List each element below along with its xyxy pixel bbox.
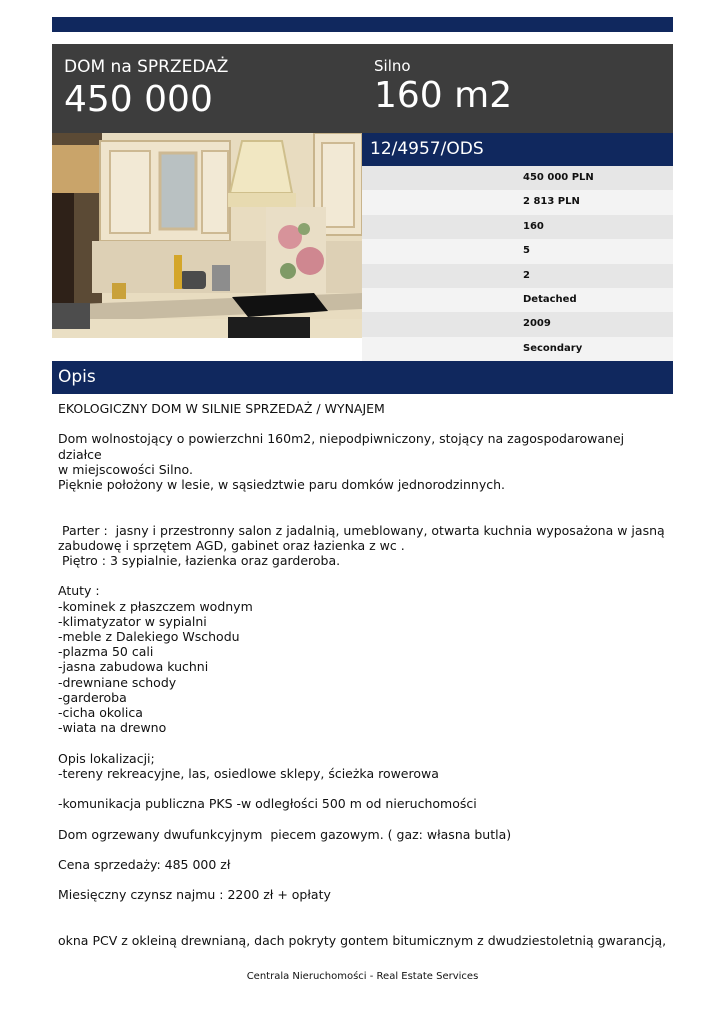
description-text bbox=[58, 401, 668, 948]
listing-price: 450 000 bbox=[64, 79, 213, 120]
spec-price-per-m2: 2 813 PLN bbox=[362, 190, 673, 214]
description-line bbox=[58, 735, 668, 750]
description-line: Dom ogrzewany dwufunkcyjnym piecem gazowym. ( gaz: własna butla) bbox=[58, 826, 512, 842]
description-line bbox=[58, 507, 668, 522]
description-line bbox=[58, 872, 668, 887]
description-line: -garderoba bbox=[58, 689, 127, 705]
description-line bbox=[58, 781, 668, 796]
spec-year-built: 2009 bbox=[362, 312, 673, 336]
description-line: Piętro : 3 sypialnie, łazienka oraz garderoba. bbox=[58, 552, 341, 568]
description-line: -drewniane schody bbox=[58, 674, 177, 690]
description-line: -komunikacja publiczna PKS -w odległości 500 m od nieruchomości bbox=[58, 796, 477, 812]
description-line: Atuty : bbox=[58, 583, 100, 599]
description-line: -jasna zabudowa kuchni bbox=[58, 659, 209, 675]
listing-header-left bbox=[64, 56, 228, 122]
description-line: EKOLOGICZNY DOM W SILNIE SPRZEDAŻ / WYNAJEM bbox=[58, 401, 385, 416]
description-line: zabudowę i sprzętem AGD, gabinet oraz łazienka z wc . bbox=[58, 537, 405, 553]
listing-area: 160 m2 bbox=[374, 75, 513, 116]
spec-price: 450 000 PLN bbox=[362, 166, 673, 190]
description-line bbox=[58, 568, 668, 583]
listing-header bbox=[52, 44, 673, 133]
spec-list bbox=[362, 166, 673, 361]
description-line bbox=[58, 416, 668, 431]
description-line: Miesięczny czynsz najmu : 2200 zł + opłaty bbox=[58, 887, 331, 903]
description-line bbox=[58, 811, 668, 826]
spec-floors: 2 bbox=[362, 264, 673, 288]
description-line: -meble z Dalekiego Wschodu bbox=[58, 628, 240, 644]
kitchen-photo-image bbox=[52, 133, 362, 338]
description-line: Cena sprzedaży: 485 000 zł bbox=[58, 856, 231, 872]
listing-header-right bbox=[374, 56, 512, 118]
reference-number: 12/4957/ODS bbox=[362, 133, 673, 166]
description-line: -plazma 50 cali bbox=[58, 644, 154, 660]
description-line: Dom wolnostojący o powierzchni 160m2, niepodpiwniczony, stojący na zagospodarowanej działce bbox=[58, 431, 629, 462]
description-line bbox=[58, 918, 668, 933]
listing-city: Silno bbox=[374, 57, 411, 75]
spec-market: Secondary bbox=[362, 337, 673, 361]
top-accent-bar bbox=[52, 17, 673, 32]
footer-text: Centrala Nieruchomości - Real Estate Services bbox=[246, 971, 479, 982]
spec-rooms: 5 bbox=[362, 239, 673, 263]
description-line bbox=[58, 903, 668, 918]
description-line: w miejscowości Silno. bbox=[58, 461, 193, 477]
description-line: Opis lokalizacji; bbox=[58, 750, 155, 766]
description-section-title: Opis bbox=[52, 361, 673, 394]
spec-area: 160 bbox=[362, 215, 673, 239]
description-line bbox=[58, 842, 668, 857]
spec-building-type: Detached bbox=[362, 288, 673, 312]
description-line bbox=[58, 492, 668, 507]
description-line: okna PCV z okleiną drewnianą, dach pokryty gontem bitumicznym z dwudziestoletnią gwarancją, bbox=[58, 932, 667, 948]
description-line: -cicha okolica bbox=[58, 705, 143, 720]
listing-type: DOM na SPRZEDAŻ bbox=[64, 57, 229, 77]
description-line: Pięknie położony w lesie, w sąsiedztwie paru domków jednorodzinnych. bbox=[58, 477, 505, 492]
description-line: -klimatyzator w sypialni bbox=[58, 613, 207, 629]
description-line: -tereny rekreacyjne, las, osiedlowe sklepy, ścieżka rowerowa bbox=[58, 765, 439, 781]
description-line: -kominek z płaszczem wodnym bbox=[58, 598, 253, 614]
description-line: Parter : jasny i przestronny salon z jadalnią, umeblowany, otwarta kuchnia wyposażona w jasną bbox=[58, 522, 665, 538]
property-photo bbox=[52, 133, 362, 338]
description-line: -wiata na drewno bbox=[58, 720, 167, 736]
